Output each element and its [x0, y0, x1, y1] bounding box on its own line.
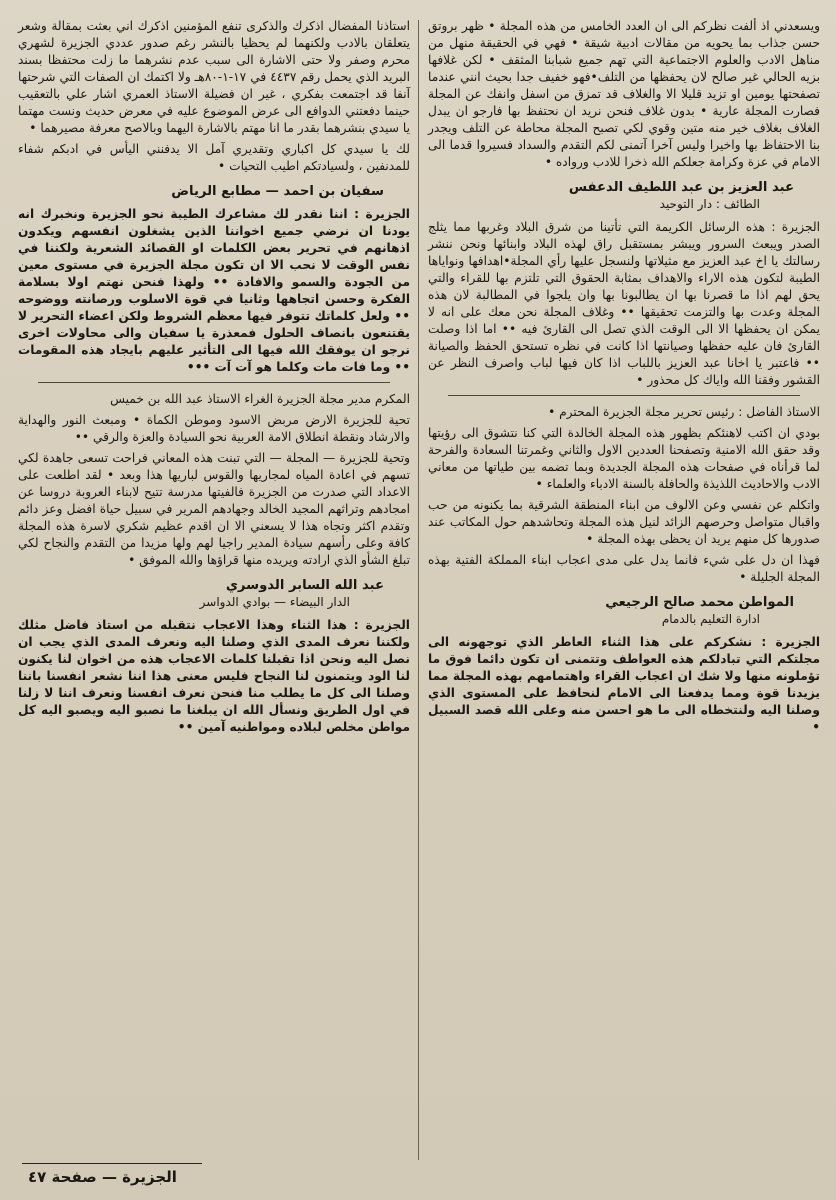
letter-text: استاذنا المفضال اذكرك والذكرى تنفع المؤمنين اذكرك اني بعثت بمقالة وشعر يتعلقان بالادب ولكنهما لم يحظيا بالنشر رغم صدور عددي الجزيرة لشهري محرم وصفر ولا حتى الاشارة الى سبب عدم نشرهما ما زلت محتفظا بسند البريد الذي يحمل رقم ٤٤٣٧ في ١٧-١-٨٠هـ ولا اكتمك ان الصفات التي شرحتها آنفا قد اجتمعت بفكري ، غير ان فضيلة الاستاذ العمري اشار علي بالتعقيب حينما دفعتني الدوافع الى عرض الموضوع عليه في معرض حديث ونست مهتما يا سيدي بنشرهما بقدر ما انا مهتم بالاشارة اليهما وبالاصح معرفة مصيرهما • [18, 19, 410, 135]
footer-rule [22, 1163, 202, 1164]
editor-reply: الجزيرة : هذا الثناء وهذا الاعجاب نتقبله من استاذ فاضل مثلك ولكننا نعرف المدى الذي وصلنا اليه ونعرف المدى الذي يجب ان نصل اليه ونحن اذا تقبلنا كلمات الاعجاب هذه من اخوان لنا يكنون لنا الود ويتمنون لنا النجاح فليس معنى هذا اننا نشعر انفسنا باننا وصلنا الى كل ما يطلب منا فنحن نعرف انفسنا ونعرف اننا لا زلنا في اول الطريق ونسأل الله ان يبلغنا ما نصبو اليه ويصبو اليه كل مواطن مخلص لبلاده ومواطنيه آمين •• [18, 618, 410, 734]
letter-text: ويسعدني اذ ألفت نظركم الى ان العدد الخامس من هذه المجلة • ظهر بروتق حسن جذاب بما يحويه من مقالات ادبية شيقة • فهي في الحقيقة منهل من مناهل الادب والعلوم الاجتماعية التي تهم جميع شبابنا المثقف • لكن غلافها بزيه الحالي غير صالح لان يحفظها من التلف•فهو خفيف جدا بحيث انني عندما تصفحتها يومين او تزيد قليلا الا والغلاف قد تمزق من اسفل وانفك عن المجلة فصارت المجلة عارية • بدون غلاف فنحن نريد ان نحتفظ بها فارجو ان يبدل الغلاف بغلاف خير منه متين وقوي لكي تصبح المجلة محاطة عن التلف ويجدر بنا الاحتفاظ بها واخيرا وليس آخرا آتمنى لكم التقدم والسداد فسيروا قدما الى الامام في عزة وكرامة جعلكم الله ذخرا للادب ورواده • [428, 19, 820, 169]
letter-salutation: الاستاذ الفاضل : رئيس تحرير مجلة الجزيرة المحترم • [548, 405, 820, 419]
signature-block [18, 577, 410, 611]
letter-text: بودي ان اكتب لاهنئكم بظهور هذه المجلة الخالدة التي كنا نتشوق الى رؤيتها وقد حقق الله الامنية وتصفحنا العددين الاول والثاني وغمرتنا السعادة والفرحة لما قرأناه في صفحات هذه المجلة الجديدة وبما تضمه بين طياتها من معاني الادب والاحاديث اللذيذة والحافلة بالسنة الادباء والعلماء • [428, 426, 820, 491]
column-divider [418, 20, 419, 1160]
signature-place: الطائف : دار التوحيد [659, 197, 760, 211]
letter-text: واتكلم عن نفسي وعن الالوف من ابناء المنطقة الشرقية بما يكنونه من حب واقبال متواصل وحرصهم الزائد لنيل هذه المجلة وتحاشدهم حول المكاتب عند صدورها كل منهم يريد ان يحظى بهذه المجلة • [428, 498, 820, 546]
letter-text: تحية للجزيرة الارض مربض الاسود وموطن الكماة • ومبعث النور والهداية والارشاد ونقطة انطلاق الامة العربية نحو السيادة والعزة والرقي •• [18, 413, 410, 444]
letter-text: فهذا ان دل على شيء فانما يدل على مدى اعجاب ابناء المملكة الفتية بهذه المجلة الجليلة • [428, 553, 820, 584]
editor-reply: الجزيرة : هذه الرسائل الكريمة التي تأتينا من شرق البلاد وغربها مما يثلج الصدر ويبعث السرور ويبشر بمستقبل راق لهذه البلاد وابنائها ونحن ننشر رسالتك يا اخ عبد العزيز مع مثيلاتها ولنسجل عليها رأي المجلة•اهدافها ونواياها الطيبة لتكون هذه الاراء والاهداف بمثابة الحقوق التي تلتزم بها للقراء والتي يحق لهم اذا ما قصرنا بها ان يطالبونا بها وان يلجوا في المطالبة لان هذه المجلة وعدت بها والتزمت تحقيقها •• وغلاف المجلة نحن معك على انه لا يمكن ان يحفظها الا الى الوقت الذي تصل الى القارئ فيه •• اما اذا وصلت القارئ فان عليه حفظها وصيانتها اذا كانت في نظره تستحق الحفظ والصيانة •• فاعتبر يا اخانا عبد العزيز باللباب اذا كان فيها لباب واصرف النظر عن القشور وفقنا الله واياك كل محذور • [428, 220, 820, 387]
signature-name: المواطن محمد صالح الرجيعي [605, 595, 794, 610]
signature-place: ادارة التعليم بالدمام [661, 612, 760, 626]
section-divider [38, 382, 390, 383]
signature-block [18, 183, 410, 200]
signature-name: سفيان بن احمد — مطابع الرياض [171, 184, 384, 199]
left-column [18, 18, 410, 740]
signature-block [428, 179, 820, 213]
letter-text: لك يا سيدي كل اكباري وتقديري آمل الا يدفنني اليأس في ادبكم شفاء للمدنفين ، ولسيادتكم اطيب التحيات • [18, 142, 410, 173]
editor-reply: الجزيرة : اننا نقدر لك مشاعرك الطيبة نحو الجزيرة ونخبرك انه يودنا ان نرضي جميع اخواننا الذين يشغلون انفسهم ويكدون اذهانهم في تحرير بعض الكلمات او القصائد الشعرية ولكننا في نفس الوقت لا نحب الا ان تكون مجلة الجزيرة في مستوى معين من الجودة والسمو والافادة •• ولهذا فنحن نهتم اولا بسلامة الفكرة وحسن اتجاهها وثانيا في قوة الاسلوب ورصانته ووضوحه •• ولعل كلماتك تتوفر فيها معظم الشروط ولكن اعضاء التحرير لا يقتنعون بانصاف الحلول فمعذرة يا سفيان والى محاولات اخرى نرجو ان يوفقك الله فيها الى التأثير عليهم بايجاد هذه المقومات •• وما فات مات وكلما هو آت آت ••• [18, 207, 410, 374]
letter-text: وتحية للجزيرة — المجلة — التي تبنت هذه المعاني فراحت تسعى جاهدة لكي تسهم في اعادة المياه لمجاريها والقوس لباريها هذا وبعد • لقد اطلعت على الاعداد التي صدرت من الجزيرة فالفيتها مدرسة تتيح لابناء العروبة دروسا عن امجادهم وتراثهم المجيد الخالد وجهادهم المرير في سبيل حياة افضل وعز دائم وتقدم اكثر وتجاه هذا لا يسعني الا ان اقدم عظيم شكري لاسرة هذه المجلة كافة وعلى رأسهم سيادة المدير راجيا لهم ولها مزيدا من التقدم والنجاح لكي تبلغ الشأو الذي ارادته ويريده منها قراؤها والله الموفق • [18, 451, 410, 567]
letter-salutation: المكرم مدير مجلة الجزيرة الغراء الاستاذ عبد الله بن خميس [110, 392, 410, 406]
editor-reply: الجزيرة : نشكركم على هذا الثناء العاطر الذي توجهونه الى مجلتكم التي تبادلكم هذه العواطف وتتمنى ان تكون دائما فوق ما تؤملونه منها ولا شك ان اعجاب القراء واهتمامهم بهذه المجلة مما يزيدنا قوة ومما يدفعنا الى الامام لنحافظ على المستوى الذي وصلنا اليه ولنتخطاه الى ما هو احسن منه وعلى الله قصد السبيل • [428, 635, 820, 734]
page-footer: الجزيرة — صفحة ٤٧ [28, 1168, 177, 1186]
signature-place: الدار البيضاء — بوادي الدواسر [199, 595, 350, 609]
signature-name: عبد العزيز بن عبد اللطيف الدعفس [568, 180, 794, 195]
signature-block [428, 594, 820, 628]
right-column [428, 18, 820, 740]
signature-name: عبد الله السابر الدوسري [225, 578, 384, 593]
section-divider [448, 395, 800, 396]
